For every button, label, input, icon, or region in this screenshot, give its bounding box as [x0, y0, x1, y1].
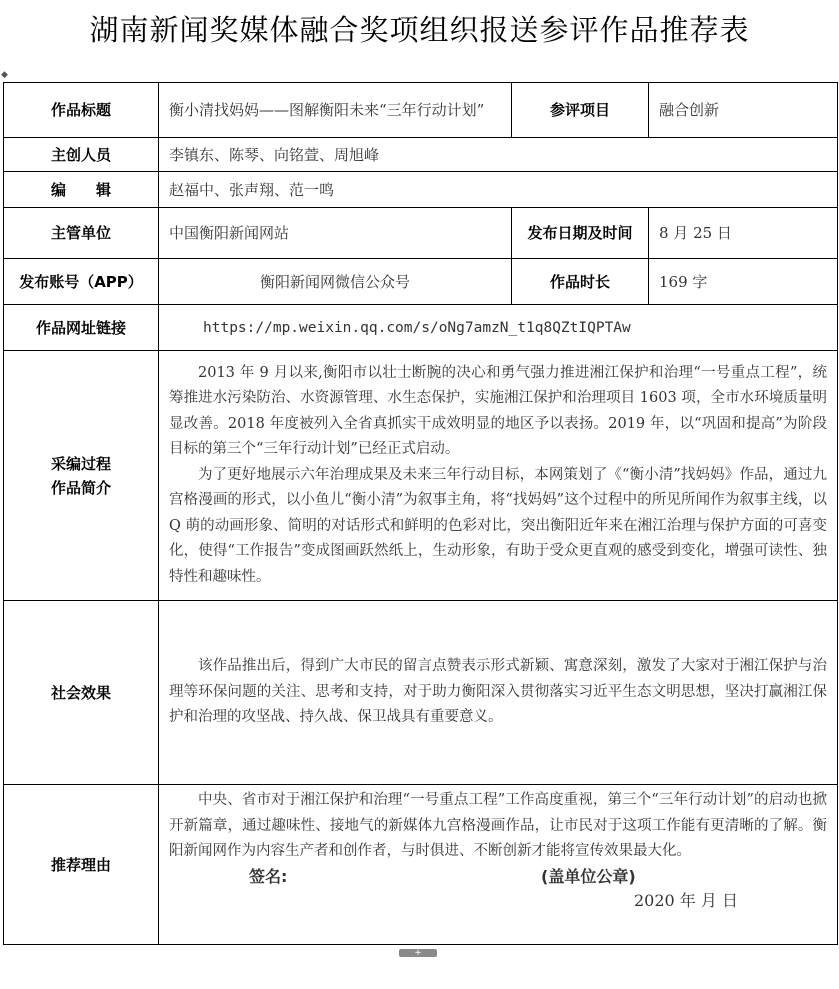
org-value: 中国衡阳新闻网站 — [159, 208, 512, 259]
effect-paragraph: 该作品推出后，得到广大市民的留言点赞表示形式新颖、寓意深刻，激发了大家对于湘江保护与治理等环保问题的关注、思考和支持，对于助力衡阳深入贯彻落实习近平生态文明思想，坚决打赢湘江保护和治理的攻坚战、持久战、保卫战具有重要意义。 — [169, 658, 827, 726]
account-value: 衡阳新闻网微信公众号 — [159, 259, 512, 305]
recommendation-form-table — [3, 82, 838, 945]
table-anchor-icon[interactable]: ◆ — [1, 70, 8, 80]
page-handle-icon[interactable]: + — [399, 949, 437, 957]
intro-content — [159, 351, 838, 601]
intro-label — [4, 351, 159, 601]
effect-label: 社会效果 — [4, 601, 159, 785]
editors-label: 编 辑 — [4, 172, 159, 208]
intro-label-line2: 作品简介 — [50, 478, 111, 497]
page-title: 湖南新闻奖媒体融合奖项组织报送参评作品推荐表 — [89, 13, 750, 47]
effect-content — [159, 601, 838, 785]
creators-label: 主创人员 — [4, 138, 159, 172]
row-intro — [4, 351, 838, 601]
seal-label: (盖单位公章) — [541, 866, 636, 886]
intro-paragraph-2: 为了更好地展示六年治理成果及未来三年行动目标，本网策划了《“衡小清”找妈妈》作品，通过九宫格漫画的形式，以小鱼儿“衡小清”为叙事主角，将“找妈妈”这个过程中的所见所闻作为叙事主线，以 Q 萌的动画形象、简明的对话形式和鲜明的色彩对比，突出衡阳近年来在湘江治理与保护方面的可喜变化，使得“工作报告”变成图画跃然纸上，生动形象，有助于受众更直观的感受到变化，增强可读性、独特性和趣味性。 — [169, 466, 827, 585]
row-reason — [4, 785, 838, 945]
row-creators — [4, 138, 838, 172]
duration-label: 作品时长 — [512, 259, 649, 305]
row-effect — [4, 601, 838, 785]
url-value: https://mp.weixin.qq.com/s/oNg7amzN_t1q8QZtIQPTAw — [159, 305, 838, 351]
intro-label-line1: 采编过程 — [50, 454, 111, 473]
org-label: 主管单位 — [4, 208, 159, 259]
url-label: 作品网址链接 — [4, 305, 159, 351]
editors-value: 赵福中、张声翔、范一鸣 — [159, 172, 838, 208]
creators-value: 李镇东、陈琴、向铭萱、周旭峰 — [159, 138, 838, 172]
reason-paragraph: 中央、省市对于湘江保护和治理“一号重点工程”工作高度重视，第三个“三年行动计划”的启动也掀开新篇章，通过趣味性、接地气的新媒体九宫格漫画作品，让市民对于这项工作能有更清晰的了解。衡阳新闻网作为内容生产者和创作者，与时俱进、不断创新才能将宣传效果最大化。 — [169, 792, 827, 859]
row-editors — [4, 172, 838, 208]
date-line: 2020 年 月 日 — [634, 890, 738, 910]
row-account — [4, 259, 838, 305]
row-work-title — [4, 83, 838, 138]
reason-label: 推荐理由 — [4, 785, 159, 945]
row-url — [4, 305, 838, 351]
category-value: 融合创新 — [649, 83, 838, 138]
publish-date-label: 发布日期及时间 — [512, 208, 649, 259]
signature-label: 签名: — [249, 866, 288, 886]
account-label: 发布账号（APP） — [4, 259, 159, 305]
signature-area — [169, 865, 827, 913]
category-label: 参评项目 — [512, 83, 649, 138]
intro-paragraph-1: 2013 年 9 月以来,衡阳市以壮士断腕的决心和勇气强力推进湘江保护和治理“一号重点工程”，统筹推进水污染防治、水资源管理、水生态保护，实施湘江保护和治理项目 1603 项，全市水环境质量明显改善。2018 年度被列入全省真抓实干成效明显的地区予以表扬。2019 年，以“巩固和提高”为阶段目标的第三个“三年行动计划”已经正式启动。 — [169, 364, 827, 458]
row-org — [4, 208, 838, 259]
reason-content — [159, 785, 838, 945]
work-title-label: 作品标题 — [4, 83, 159, 138]
publish-date-value: 8 月 25 日 — [649, 208, 838, 259]
duration-value: 169 字 — [649, 259, 838, 305]
work-title-value: 衡小清找妈妈——图解衡阳未来“三年行动计划” — [159, 83, 512, 138]
